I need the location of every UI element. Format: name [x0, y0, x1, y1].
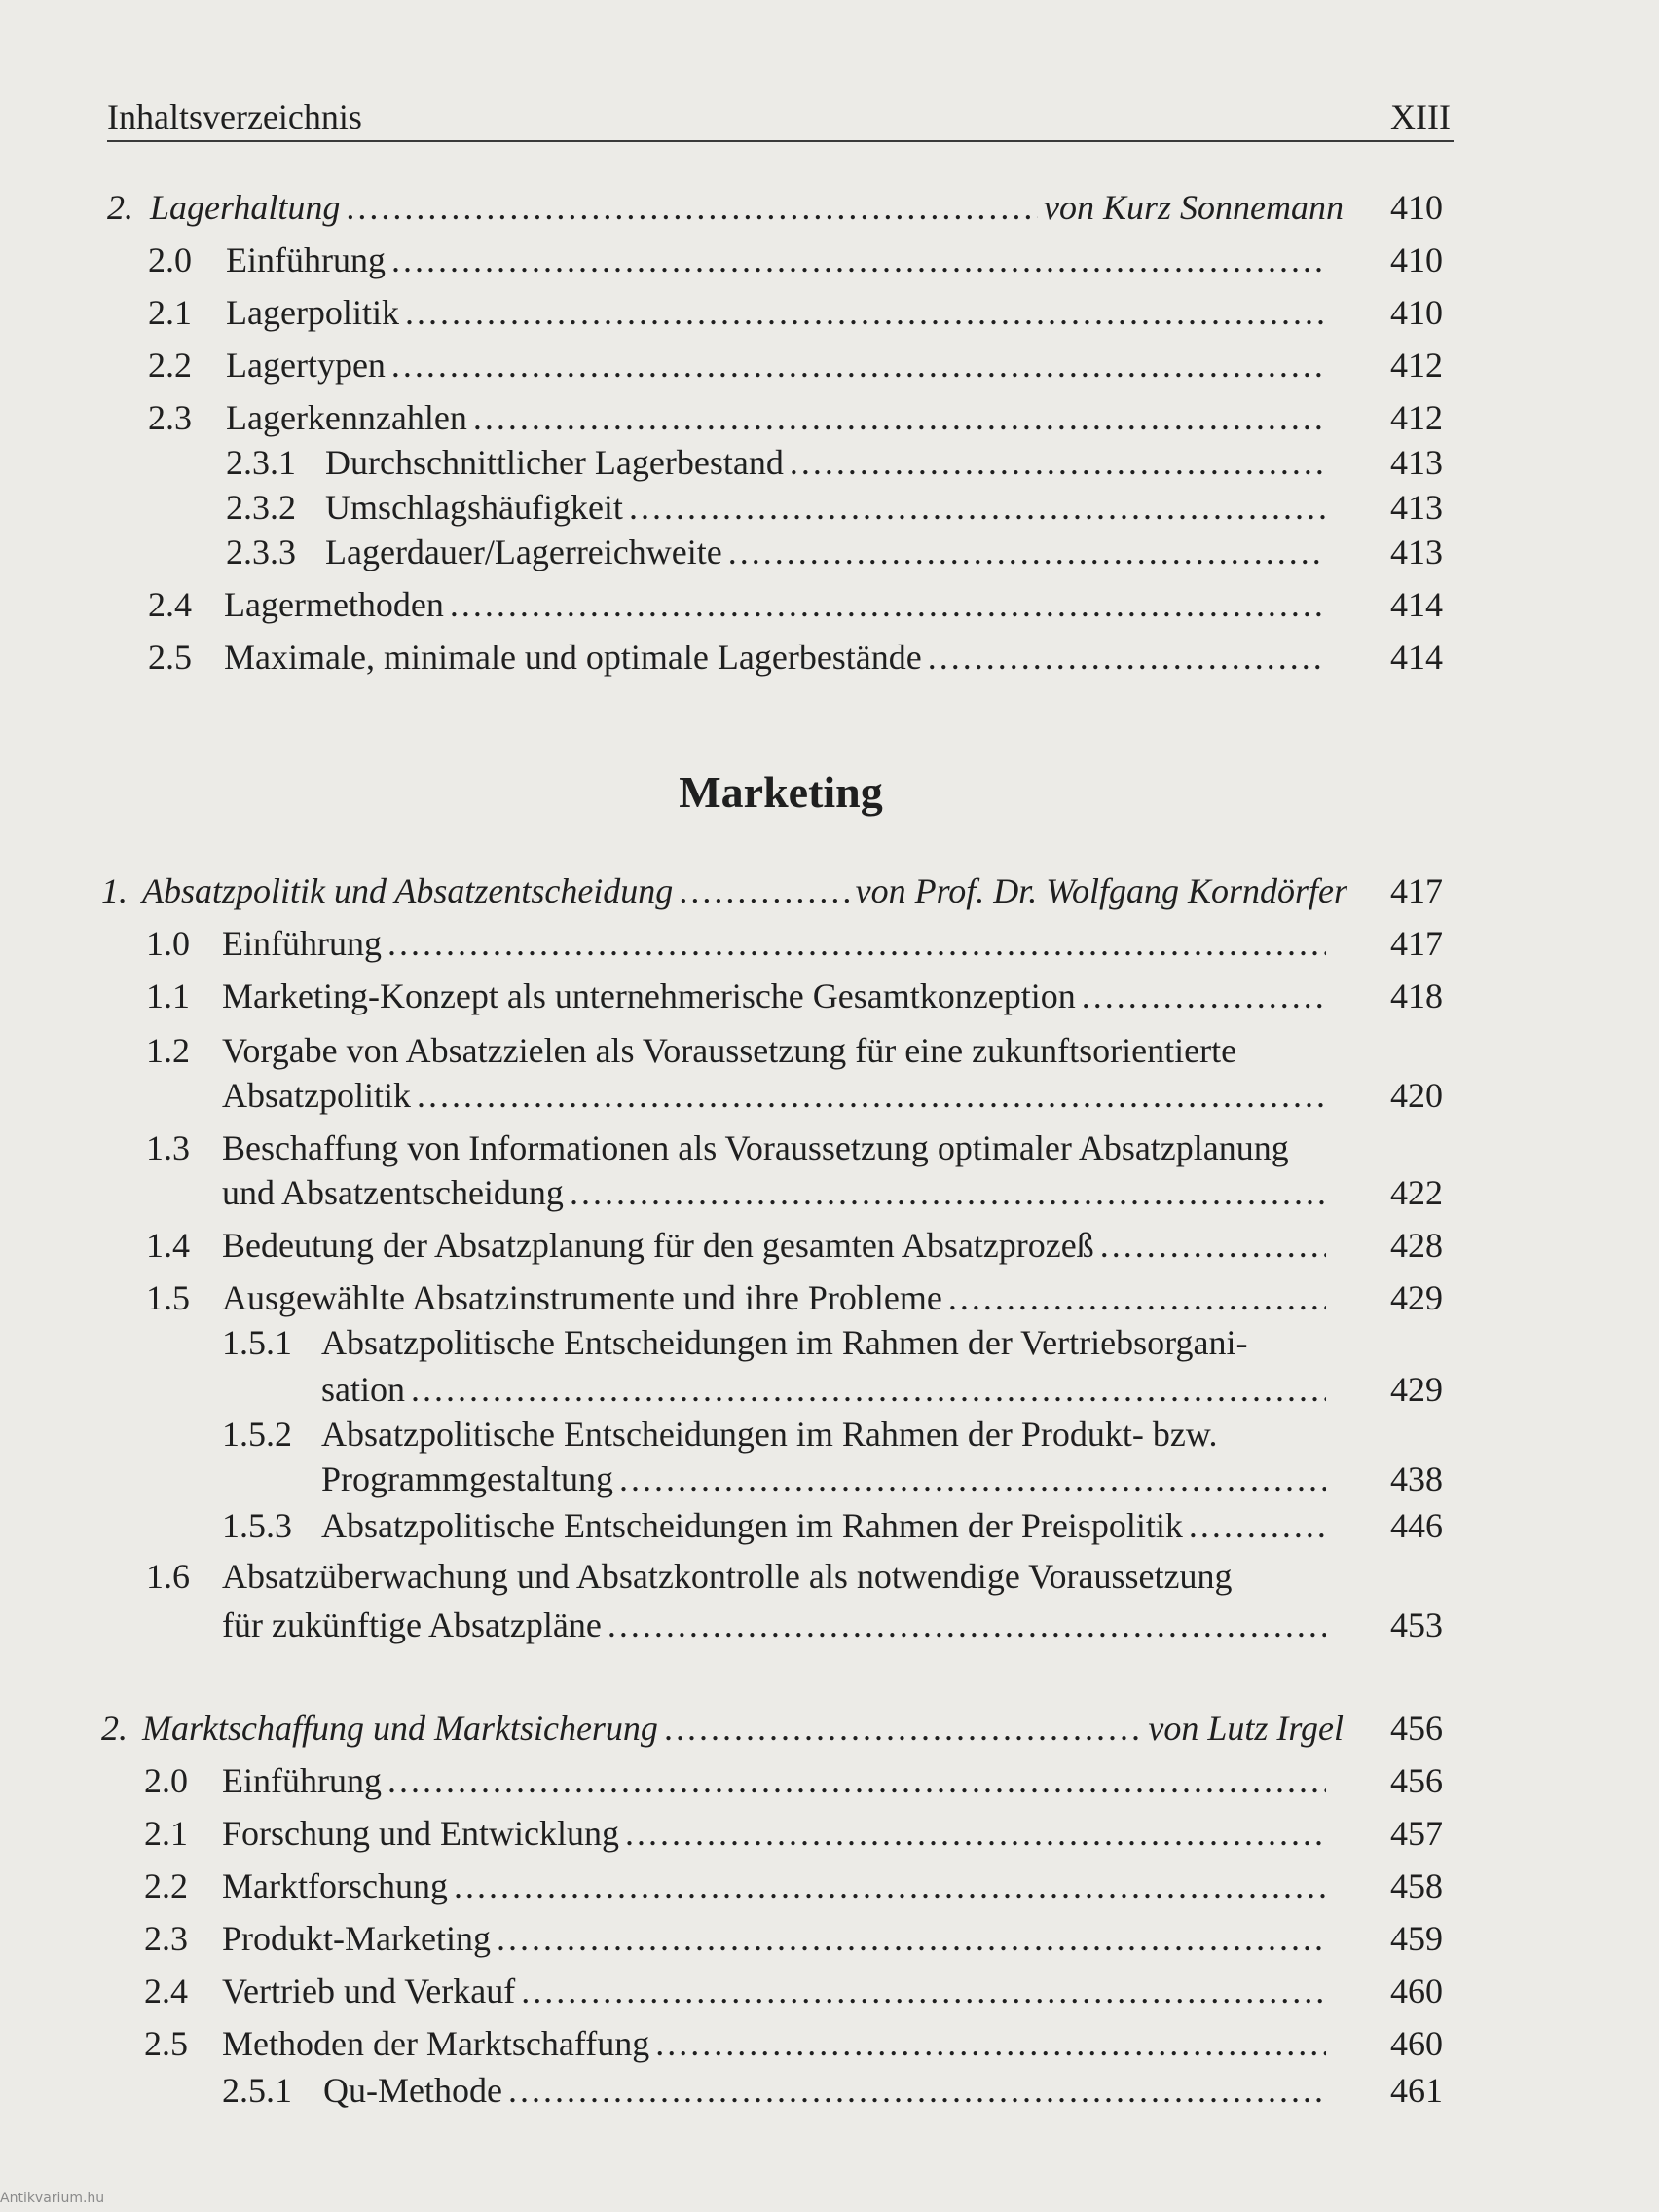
header-rule: [107, 140, 1454, 142]
toc-label: Bedeutung der Absatzplanung für den gesamten Absatzprozeß: [222, 1226, 1094, 1265]
toc-page-number: 456: [1390, 1761, 1443, 1800]
toc-number: 2.3.1: [226, 443, 296, 482]
toc-page-number: 429: [1390, 1370, 1443, 1409]
toc-label: Einführung: [222, 1761, 382, 1800]
toc-entry[interactable]: [0, 1758, 1659, 1803]
leader-dots: [387, 921, 1326, 966]
toc-number: 1.4: [146, 1226, 190, 1265]
toc-number: 1.3: [146, 1128, 190, 1167]
toc-page-number: 410: [1390, 188, 1443, 227]
toc-entry[interactable]: [0, 1223, 1659, 1268]
toc-entry-continuation[interactable]: [0, 1456, 1659, 1501]
toc-page-number: 413: [1390, 488, 1443, 527]
toc-page-number: 413: [1390, 533, 1443, 571]
toc-entry[interactable]: [0, 1275, 1659, 1320]
leader-dots: [391, 343, 1326, 387]
toc-label: Maximale, minimale und optimale Lagerbestände: [224, 638, 922, 677]
toc-page-number: 429: [1390, 1278, 1443, 1317]
toc-page-number: 453: [1390, 1605, 1443, 1644]
toc-label: Lagerdauer/Lagerreichweite: [325, 533, 722, 571]
leader-dots: [570, 1170, 1326, 1215]
toc-page-number: 428: [1390, 1226, 1443, 1265]
toc-label: Lagerhaltung: [150, 188, 341, 227]
toc-label: Qu-Methode: [323, 2071, 502, 2110]
leader-dots: [1189, 1503, 1326, 1548]
toc-page-number: 413: [1390, 443, 1443, 482]
leader-dots: [608, 1603, 1326, 1647]
toc-page-number: 420: [1390, 1076, 1443, 1115]
leader-dots: [625, 1811, 1326, 1856]
leader-dots: [655, 2021, 1326, 2066]
toc-number: 2.5: [148, 638, 192, 677]
toc-page-number: 422: [1390, 1173, 1443, 1212]
toc-number: 2.3: [144, 1919, 188, 1958]
leader-dots: [629, 485, 1326, 530]
leader-dots: [679, 868, 849, 913]
toc-author: von Lutz Irgel: [1148, 1709, 1344, 1748]
toc-entry[interactable]: [0, 1863, 1659, 1908]
toc-label: Marktforschung: [222, 1866, 448, 1905]
toc-entry[interactable]: [0, 238, 1659, 282]
toc-entry[interactable]: [0, 974, 1659, 1018]
toc-author: von Kurz Sonnemann: [1044, 188, 1344, 227]
header-page-number: XIII: [1390, 97, 1451, 136]
toc-page-number: 417: [1390, 871, 1443, 910]
leader-dots: [508, 2068, 1326, 2113]
leader-dots: [728, 530, 1326, 574]
toc-number: 1.5: [146, 1278, 190, 1317]
toc-number: 1.5.3: [222, 1506, 292, 1545]
toc-number: 2.5: [144, 2024, 188, 2063]
toc-entry[interactable]: [0, 395, 1659, 440]
toc-author: von Prof. Dr. Wolfgang Korndörfer: [855, 871, 1347, 910]
leader-dots: [450, 582, 1326, 627]
leader-dots: [417, 1073, 1326, 1118]
toc-number: 1.2: [146, 1031, 190, 1070]
toc-label: Marktschaffung und Marktsicherung: [142, 1709, 658, 1748]
toc-label: Produkt-Marketing: [222, 1919, 491, 1958]
toc-number: 2.0: [144, 1761, 188, 1800]
toc-number: 2.: [107, 188, 133, 227]
toc-label: Marketing-Konzept als unternehmerische Gesamtkonzeption: [222, 977, 1076, 1015]
leader-dots: [473, 395, 1326, 440]
toc-entry-continuation[interactable]: [0, 1367, 1659, 1412]
toc-entry[interactable]: [0, 1503, 1659, 1548]
toc-page-number: 414: [1390, 585, 1443, 624]
toc-label: Beschaffung von Informationen als Voraussetzung optimaler Absatzplanung: [222, 1128, 1289, 1167]
toc-number: 2.: [101, 1709, 128, 1748]
toc-page-number: 456: [1390, 1709, 1443, 1748]
toc-page-number: 410: [1390, 293, 1443, 332]
leader-dots: [346, 185, 1038, 230]
toc-entry[interactable]: [0, 485, 1659, 530]
toc-entry[interactable]: [0, 530, 1659, 574]
toc-label: Absatzpolitische Entscheidungen im Rahmen der Preispolitik: [321, 1506, 1183, 1545]
toc-entry[interactable]: [0, 635, 1659, 680]
toc-label: für zukünftige Absatzpläne: [222, 1605, 602, 1644]
toc-entry[interactable]: [0, 2068, 1659, 2113]
running-header: [107, 95, 1451, 138]
leader-dots: [1082, 974, 1326, 1018]
toc-number: 2.4: [144, 1972, 188, 2010]
toc-page-number: 412: [1390, 398, 1443, 437]
toc-entry[interactable]: [0, 1320, 1659, 1365]
toc-number: 2.4: [148, 585, 192, 624]
section-heading-marketing: Marketing: [679, 767, 883, 817]
toc-number: 1.0: [146, 924, 190, 963]
leader-dots: [497, 1916, 1326, 1961]
watermark: Antikvarium.hu: [0, 2191, 105, 2206]
toc-number: 1.: [101, 871, 128, 910]
toc-entry[interactable]: [0, 1028, 1659, 1073]
leader-dots: [405, 290, 1326, 335]
toc-label: Programmgestaltung: [321, 1459, 613, 1498]
toc-page-number: 418: [1390, 977, 1443, 1015]
leader-dots: [521, 1969, 1326, 2013]
toc-entry[interactable]: [0, 1554, 1659, 1599]
toc-page-number: 414: [1390, 638, 1443, 677]
toc-page-number: 460: [1390, 1972, 1443, 2010]
toc-label: Forschung und Entwicklung: [222, 1814, 619, 1853]
toc-entry[interactable]: [0, 1916, 1659, 1961]
toc-number: 2.1: [144, 1814, 188, 1853]
toc-page-number: 459: [1390, 1919, 1443, 1958]
toc-chapter[interactable]: [0, 185, 1659, 230]
toc-label: Absatzpolitische Entscheidungen im Rahmen der Vertriebsorgani-: [321, 1323, 1248, 1362]
leader-dots: [391, 238, 1326, 282]
toc-entry[interactable]: [0, 2021, 1659, 2066]
leader-dots: [454, 1863, 1326, 1908]
toc-page-number: 417: [1390, 924, 1443, 963]
toc-entry[interactable]: [0, 1412, 1659, 1456]
leader-dots: [664, 1706, 1142, 1751]
toc-page-number: 457: [1390, 1814, 1443, 1853]
toc-number: 2.3.2: [226, 488, 296, 527]
leader-dots: [1100, 1223, 1326, 1268]
toc-entry-continuation[interactable]: [0, 1073, 1659, 1118]
toc-label: Umschlagshäufigkeit: [325, 488, 623, 527]
toc-label: Absatzüberwachung und Absatzkontrolle als notwendige Voraussetzung: [222, 1557, 1233, 1596]
toc-entry[interactable]: [0, 1811, 1659, 1856]
toc-label: Absatzpolitische Entscheidungen im Rahmen der Produkt- bzw.: [321, 1415, 1218, 1454]
toc-number: 2.3: [148, 398, 192, 437]
toc-entry[interactable]: [0, 1969, 1659, 2013]
toc-entry-continuation[interactable]: [0, 1170, 1659, 1215]
leader-dots: [411, 1367, 1326, 1412]
toc-label: Einführung: [222, 924, 382, 963]
toc-page-number: 412: [1390, 346, 1443, 385]
toc-number: 2.2: [144, 1866, 188, 1905]
toc-label: Vorgabe von Absatzzielen als Voraussetzung für eine zukunftsorientierte: [222, 1031, 1237, 1070]
toc-number: 2.5.1: [222, 2071, 292, 2110]
toc-number: 1.6: [146, 1557, 190, 1596]
toc-page-number: 438: [1390, 1459, 1443, 1498]
toc-label: Einführung: [226, 240, 386, 279]
toc-number: 1.5.2: [222, 1415, 292, 1454]
toc-label: Lagerpolitik: [226, 293, 399, 332]
toc-page-number: 461: [1390, 2071, 1443, 2110]
toc-entry[interactable]: [0, 921, 1659, 966]
toc-label: Durchschnittlicher Lagerbestand: [325, 443, 784, 482]
toc-label: Lagermethoden: [224, 585, 444, 624]
toc-number: 2.0: [148, 240, 192, 279]
toc-label: Ausgewählte Absatzinstrumente und ihre Probleme: [222, 1278, 942, 1317]
leader-dots: [387, 1758, 1326, 1803]
toc-number: 2.2: [148, 346, 192, 385]
toc-entry[interactable]: [0, 582, 1659, 627]
toc-label: Absatzpolitik: [222, 1076, 411, 1115]
toc-label: Lagertypen: [226, 346, 386, 385]
toc-label: Absatzpolitik und Absatzentscheidung: [142, 871, 674, 910]
toc-page-number: 460: [1390, 2024, 1443, 2063]
toc-label: Vertrieb und Verkauf: [222, 1972, 516, 2010]
toc-entry[interactable]: [0, 290, 1659, 335]
toc-number: 1.1: [146, 977, 190, 1015]
toc-number: 2.3.3: [226, 533, 296, 571]
toc-label: sation: [321, 1370, 405, 1409]
toc-number: 2.1: [148, 293, 192, 332]
toc-label: Methoden der Marktschaffung: [222, 2024, 650, 2063]
leader-dots: [619, 1456, 1326, 1501]
toc-label: Lagerkennzahlen: [226, 398, 467, 437]
leader-dots: [790, 440, 1326, 485]
toc-chapter[interactable]: [0, 868, 1659, 913]
toc-number: 1.5.1: [222, 1323, 292, 1362]
header-title: Inhaltsverzeichnis: [107, 97, 362, 136]
toc-page-number: 410: [1390, 240, 1443, 279]
toc-chapter[interactable]: [0, 1706, 1659, 1751]
toc-entry-continuation[interactable]: [0, 1603, 1659, 1647]
toc-entry[interactable]: [0, 440, 1659, 485]
leader-dots: [948, 1275, 1326, 1320]
toc-page-number: 458: [1390, 1866, 1443, 1905]
toc-page-number: 446: [1390, 1506, 1443, 1545]
toc-entry[interactable]: [0, 1125, 1659, 1170]
toc-label: und Absatzentscheidung: [222, 1173, 564, 1212]
leader-dots: [928, 635, 1326, 680]
toc-entry[interactable]: [0, 343, 1659, 387]
